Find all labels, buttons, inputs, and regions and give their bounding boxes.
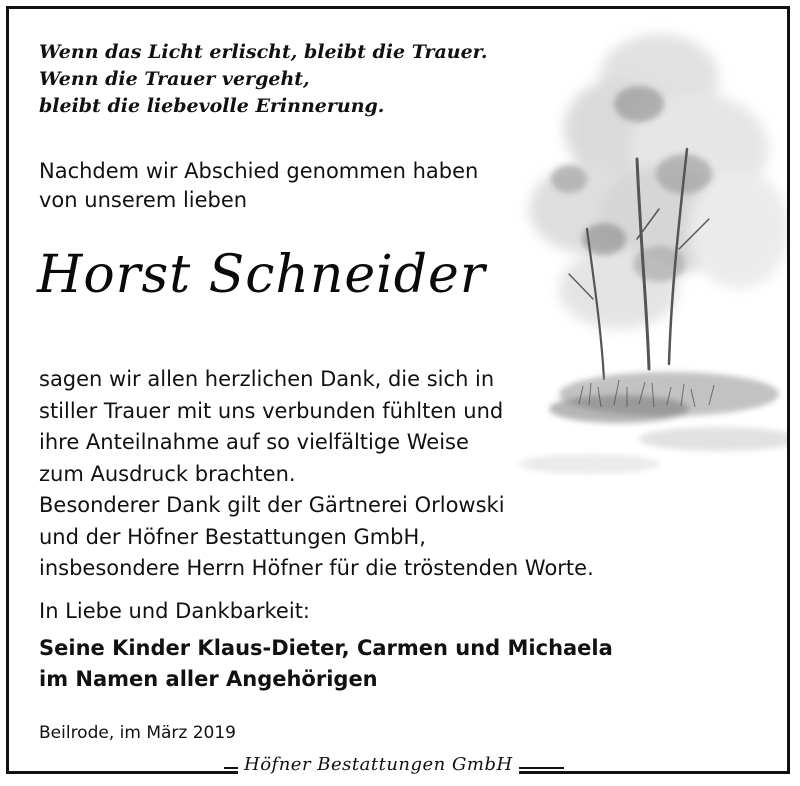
thanks-line: stiller Trauer mit uns verbunden fühlten und (39, 398, 504, 423)
thanks-line: ihre Anteilnahme auf so vielfältige Weise (39, 430, 469, 454)
memorial-quote (39, 39, 488, 120)
obituary-notice (6, 6, 790, 774)
signers (39, 633, 613, 695)
thanks-line: Besonderer Dank gilt der Gärtnerei Orlowski (39, 493, 505, 517)
brand-name: Höfner Bestattungen GmbH (238, 754, 519, 775)
quote-line: Wenn die Trauer vergeht, (39, 68, 310, 90)
quote-line: Wenn das Licht erlischt, bleibt die Trauer. (39, 41, 488, 63)
place-date: Beilrode, im März 2019 (39, 723, 236, 743)
signers-line: im Namen aller Angehörigen (39, 667, 378, 691)
intro-text (39, 157, 478, 215)
thanks-line: zum Ausdruck brachten. (39, 461, 296, 486)
thanks-line: und der Höfner Bestattungen GmbH, (39, 524, 426, 549)
intro-line: von unserem lieben (39, 188, 248, 212)
intro-line: Nachdem wir Abschied genommen haben (39, 159, 479, 183)
thanks-line: insbesondere Herrn Höfner für die tröstenden Worte. (39, 556, 594, 580)
quote-line: bleibt die liebevolle Erinnerung. (39, 95, 385, 117)
signers-line: Seine Kinder Klaus-Dieter, Carmen und Michaela (39, 636, 613, 660)
funeral-home-brand (224, 754, 564, 780)
closing-phrase: In Liebe und Dankbarkeit: (39, 599, 311, 623)
deceased-name: Horst Schneider (37, 245, 486, 305)
thanks-text (39, 364, 594, 585)
thanks-line: sagen wir allen herzlichen Dank, die sich in (39, 367, 495, 391)
